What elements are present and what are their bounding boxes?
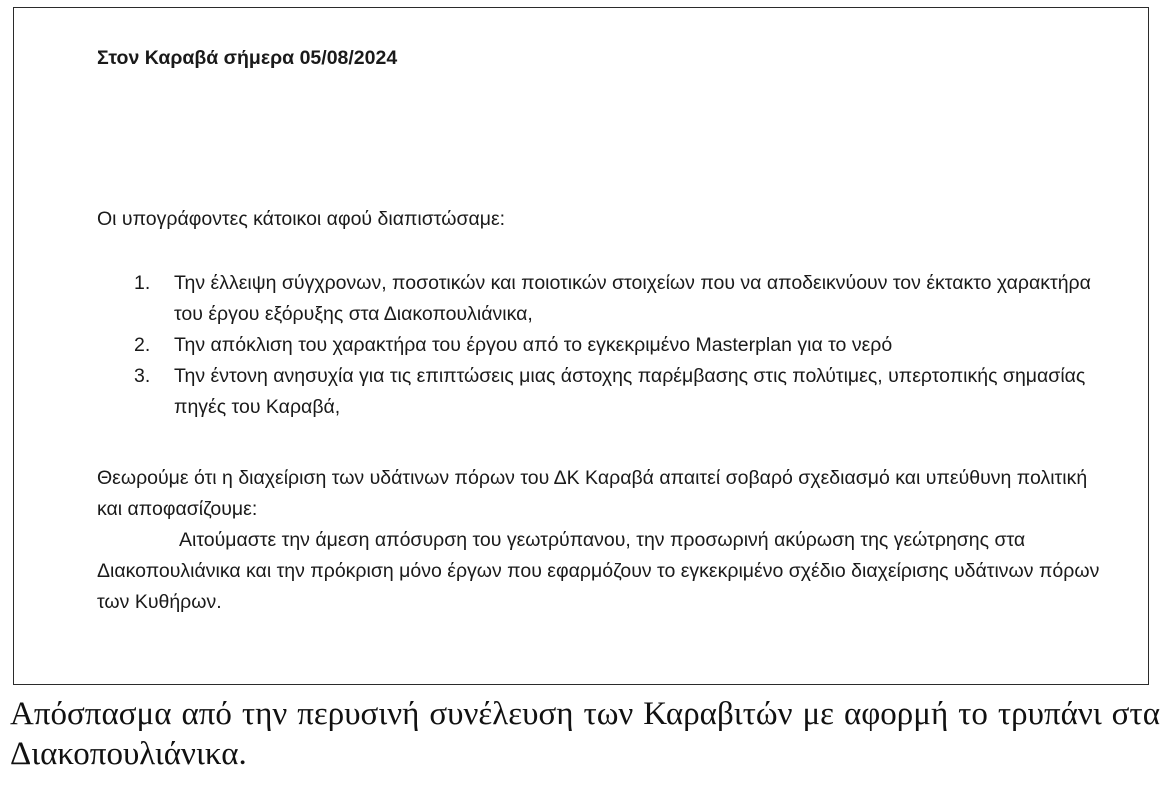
list-item (134, 268, 1094, 330)
list-item (134, 330, 1094, 361)
conclusion-paragraph: Θεωρούμε ότι η διαχείριση των υδάτινων πόρων του ΔΚ Καραβά απαιτεί σοβαρό σχεδιασμό και υπεύθυνη πολιτική και αποφασίζουμε: (97, 467, 1088, 520)
document-excerpt-box (13, 7, 1149, 685)
list-item-number: 1. (134, 272, 151, 294)
list-item-text: Την απόκλιση του χαρακτήρα του έργου από το εγκεκριμένο Masterplan για το νερό (174, 334, 893, 356)
list-item-number: 2. (134, 334, 151, 356)
list-item (134, 361, 1094, 423)
list-item-text: Την έλλειψη σύγχρονων, ποσοτικών και ποιοτικών στοιχείων που να αποδεικνύουν τον έκτακτο χαρακτήρα του έργου εξόρυξης στα Διακοπουλιάνικα, (174, 272, 1091, 325)
image-caption: Απόσπασμα από την περυσινή συνέλευση των Καραβιτών με αφορμή το τρυπάνι στα Διακοπουλιάνικα. (10, 696, 1160, 772)
findings-list (134, 268, 1094, 423)
document-title: Στον Καραβά σήμερα 05/08/2024 (97, 47, 398, 69)
resolution-text (97, 463, 1107, 618)
intro-text: Οι υπογράφοντες κάτοικοι αφού διαπιστώσαμε: (97, 208, 506, 230)
list-item-number: 3. (134, 365, 151, 387)
list-item-text: Την έντονη ανησυχία για τις επιπτώσεις μιας άστοχης παρέμβασης στις πολύτιμες, υπερτοπικής σημασίας πηγές του Καραβά, (174, 365, 1086, 418)
demand-paragraph: Αιτούμαστε την άμεση απόσυρση του γεωτρύπανου, την προσωρινή ακύρωση της γεώτρησης στα Διακοπουλιάνικα και την πρόκριση μόνο έργων που εφαρμόζουν το εγκεκριμένο σχέδιο διαχείρισης υδάτινων πόρων των Κυθήρων. (97, 529, 1100, 613)
